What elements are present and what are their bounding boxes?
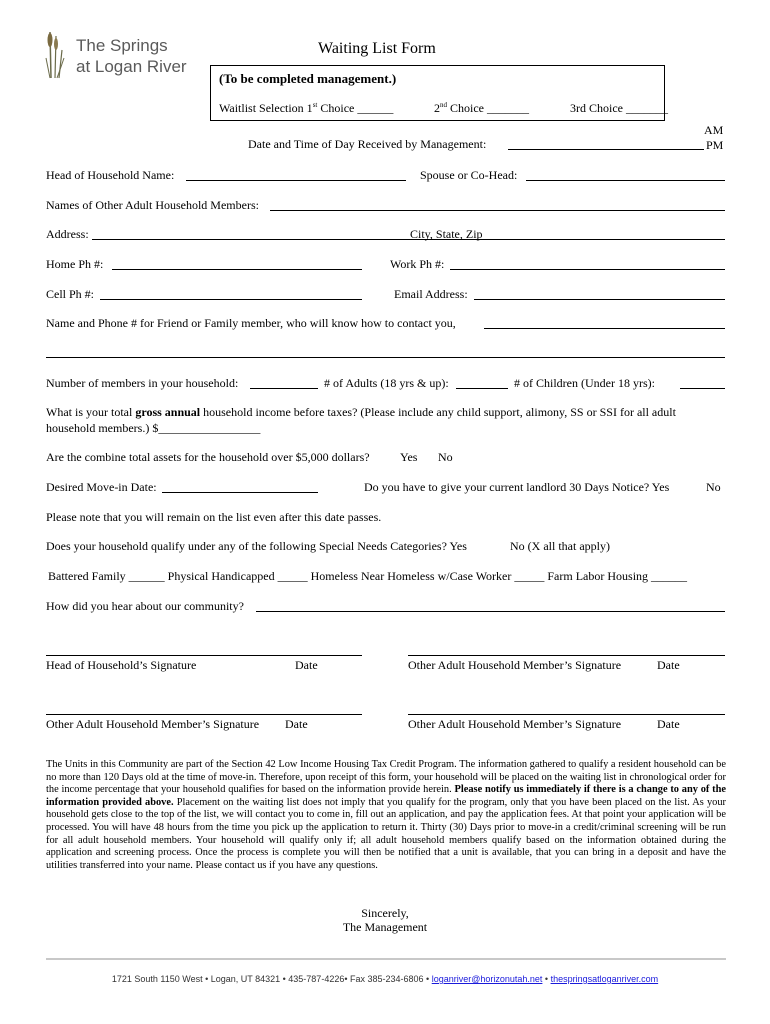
other-signature-label-2: Other Adult Household Member’s Signature xyxy=(46,717,260,731)
children-field[interactable] xyxy=(680,388,725,389)
special-needs-label[interactable]: Does your household qualify under any of the following Special Needs Categories? Yes xyxy=(46,539,467,553)
other-signature-label-3: Other Adult Household Member’s Signature xyxy=(408,717,622,731)
email-label: Email Address: xyxy=(394,287,468,301)
spouse-field[interactable] xyxy=(526,180,725,181)
home-phone-label: Home Ph #: xyxy=(46,257,104,271)
income-line-1: What is your total gross annual household income before taxes? (Please include any child support, alimony, SS or SSI for all adult xyxy=(46,405,676,419)
hear-label: How did you hear about our community? xyxy=(46,599,244,613)
friend-label: Name and Phone # for Friend or Family member, who will know how to contact you, xyxy=(46,316,456,330)
adults-field[interactable] xyxy=(456,388,508,389)
cell-phone-field[interactable] xyxy=(100,299,362,300)
choice-1[interactable]: Waitlist Selection 1st Choice ______ xyxy=(219,101,394,115)
footer-email-link[interactable]: loganriver@horizonutah.net xyxy=(431,974,543,984)
list-note: Please note that you will remain on the list even after this date passes. xyxy=(46,510,382,524)
head-name-field[interactable] xyxy=(186,180,406,181)
friend-field[interactable] xyxy=(484,328,725,329)
logo-line-2: at Logan River xyxy=(76,57,187,76)
closing-management: The Management xyxy=(342,920,428,934)
other-signature-line-1[interactable] xyxy=(408,655,725,656)
choice-3[interactable]: 3rd Choice _______ xyxy=(570,101,668,115)
head-signature-label: Head of Household’s Signature xyxy=(46,658,197,672)
other-signature-date-1: Date xyxy=(657,658,680,672)
other-signature-date-3: Date xyxy=(657,717,680,731)
movein-label: Desired Move-in Date: xyxy=(46,480,157,494)
home-phone-field[interactable] xyxy=(112,269,362,270)
other-adults-field[interactable] xyxy=(270,210,725,211)
city-label: City, State, Zip xyxy=(410,227,483,241)
footer-divider xyxy=(46,958,726,960)
footer: 1721 South 1150 West • Logan, UT 84321 • 435-787-4226• Fax 385-234-6806 • loganriver@horizonutah.net • thespringsatloganriver.com xyxy=(111,974,659,984)
pm-label: PM xyxy=(706,138,724,152)
other-adults-label: Names of Other Adult Household Members: xyxy=(46,198,259,212)
work-phone-label: Work Ph #: xyxy=(390,257,445,271)
adults-label: # of Adults (18 yrs & up): xyxy=(324,376,449,390)
closing-sincerely: Sincerely, xyxy=(361,906,409,920)
members-label: Number of members in your household: xyxy=(46,376,239,390)
children-label: # of Children (Under 18 yrs): xyxy=(514,376,655,390)
choice-2[interactable]: 2nd Choice _______ xyxy=(434,101,529,115)
members-field[interactable] xyxy=(250,388,318,389)
assets-no[interactable]: No xyxy=(438,450,453,464)
movein-field[interactable] xyxy=(162,492,318,493)
program-info-paragraph: The Units in this Community are part of the Section 42 Low Income Housing Tax Credit Program. The information gathered to qualify a resident household can be no more than 120 Days old at the time of move-in. Therefore, upon receipt of this form, your household will be placed on the waiting list in chronological order for the income percentage that your household qualifies for based on the information provide herein. Please notify us immediately if there is a change to any of the information provided above. Placement on the waiting list does not imply that you qualify for the program, only that you have been placed on the list. As your household gets close to the top of the list, we will contact you to come in, fill out an application, and pay the application fees. At that point your application will be processed. You will have 48 hours from the time you pick up the application to return it. Thirty (30) Days prior to move-in a credit/criminal screening will be run for all adult household members. Your household will qualify only if; all adult household members qualify based on the information obtained during the application and screening process. Once the process is complete you will then be notified that a unit is available, that you can bring in a deposit and have the utilities transferred into your name. Please contact us if you have any questions. xyxy=(46,759,726,871)
categories-line[interactable]: Battered Family ______ Physical Handicapped _____ Homeless Near Homeless w/Case Worker _____ Farm Labor Housing ______ xyxy=(48,569,688,583)
management-heading: (To be completed management.) xyxy=(219,71,397,86)
special-needs-no[interactable]: No (X all that apply) xyxy=(510,539,610,553)
am-label: AM xyxy=(704,123,724,137)
head-name-label: Head of Household Name: xyxy=(46,168,175,182)
address-label: Address: xyxy=(46,227,89,241)
notice-label[interactable]: Do you have to give your current landlord 30 Days Notice? Yes xyxy=(364,480,670,494)
footer-website-link[interactable]: thespringsatloganriver.com xyxy=(550,974,659,984)
notice-no[interactable]: No xyxy=(706,480,721,494)
friend-field-2[interactable] xyxy=(46,357,725,358)
other-signature-line-2[interactable] xyxy=(46,714,362,715)
assets-label: Are the combine total assets for the household over $5,000 dollars? xyxy=(46,450,370,464)
form-title: Waiting List Form xyxy=(318,40,436,57)
work-phone-field[interactable] xyxy=(450,269,725,270)
head-signature-date: Date xyxy=(295,658,318,672)
address-field[interactable] xyxy=(92,239,725,240)
cell-phone-label: Cell Ph #: xyxy=(46,287,95,301)
received-line[interactable] xyxy=(508,149,704,150)
other-signature-date-2: Date xyxy=(285,717,308,731)
head-signature-line[interactable] xyxy=(46,655,362,656)
other-signature-line-3[interactable] xyxy=(408,714,725,715)
received-label: Date and Time of Day Received by Management: xyxy=(248,137,487,151)
spouse-label: Spouse or Co-Head: xyxy=(420,168,518,182)
cattail-logo-icon xyxy=(42,28,70,80)
income-line-2[interactable]: household members.) $_________________ xyxy=(46,421,261,435)
other-signature-label-1: Other Adult Household Member’s Signature xyxy=(408,658,622,672)
hear-field[interactable] xyxy=(256,611,725,612)
logo-line-1: The Springs xyxy=(76,36,168,55)
email-field[interactable] xyxy=(474,299,725,300)
assets-yes[interactable]: Yes xyxy=(400,450,418,464)
